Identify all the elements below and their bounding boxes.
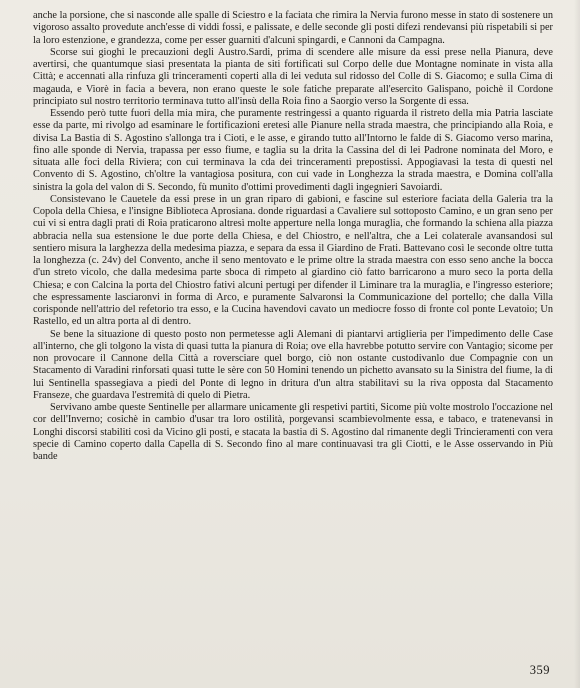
paragraph: Scorse sui gioghi le precauzioni degli Austro.Sardi, prima di scendere alle misure da essi prese nella Pianura, deve avertirsi, che quantumque siasi presentata la pianta de siti fortificati sul Corpo delle due Montagne nominate in vista alla Città; e accennati alla rinfuza gli trinceramenti coperti alla di lei veduta sul ridosso del Colle di S. Giacomo; e sulla Cima di magauda, e Viorè in facia a bevera, non erano queste le sole fatiche preparate all'esercito Galispano, poichè il Cordone principiato sul nostro territorio terminava tutto all'insù della Roia fino a Saorgio verso la Sorgente di essa. — [33, 46, 553, 107]
page-edge-shadow — [574, 0, 580, 688]
body-text — [33, 10, 553, 463]
paragraph: Essendo però tutte fuori della mia mira, che puramente restringessi a quanto riguarda il ristreto della mia Patria lasciate esse da parte, mi rivolgo ad esaminare le fortificazioni eretesi alle Pianure nella strada maestra, che principiando alla Roia, e divisa La Bastia di S. Agostino s'allonga tra i Cioti, e le asse, e girando tutto all'Intorno le falde di S. Giacomo verso marina, fino alle sponde di Nervia, trapassa per esso fiume, e taglia su la drita la Cassina del di lei Padrone nominata del Moro, e situata alle foci della Riviera; con cui terminava la cda dei trinceramenti prepostissi. Appogiavasi la testa di questi nel Convento di S. Agostino, ch'oltre la vantagiosa positura, con cui vade in Longhezza la strada maestra, e Domina coll'alla sinistra la gola del valon di S. Secondo, fù munito d'ottimi provedimenti dagli ingegnieri Savoiardi. — [33, 108, 553, 193]
paragraph: Consistevano le Cauetele da essi prese in un gran riparo di gabioni, e fascine sul esteriore faciata della Galeria tra la Copola della Chiesa, e l'insigne Biblioteca Aprosiana. donde riguardasi a Cavaliere sul sottoposto Camino, e un gran seno per cui vi si entra dagli prati di Roia praticarono altresì molte apperture nella longa muraglia, che formando la schiena alla piazza abbracia nella sua estensione le due porte della Chiesa, e del Chiostro, e nell'altra, che a Lei colaterale avansandosi sul sentiero misura la larghezza della medesima piazza, e separa da essa il Giardino de Frati. Battevano così le seconde oltre tutta la longhezza (c. 24v) del Convento, anche il seno mentovato e le prime oltre la strada maestra con esso seno anche la bocca d'un streto vicolo, che dalla medesima parte sboca di rimpeto al giardino ciò fatto barricarono a muro seco la porta della Chiesa; e con Calcina la porta del Chiostro fativi alcuni pertugi per difender il Liminare tra la muraglia, e l'ingresso esteriore; che espressamente lasciaronvi in forma di Arco, e puramente Salvaronsi la Communicazione del portello; che dalla Villa corisponde nell'attrio del refetorio tra esso, e la Cucina havendovi cavato un mediocre fosso di fronte col ponte Levatoio; Un Rastello, ed un altra porta al di dentro. — [33, 193, 553, 328]
paragraph: Servivano ambe queste Sentinelle per allarmare unicamente gli respetivi partiti, Sicome più volte mostrolo l'occazione nel cor dell'Inverno; cosichè in cambio d'usar tra loro ostilità, porgevansi scambievolmente essa, e tabaco, e tratenevansi in Longhi discorsi stabiliti così da Vicino gli posti, e stacata la bastia di S. Agostino dal rimanente degli Trincieramenti con vera specie di Camino coperto dalla Capella di S. Secondo fino al mare continuavasi tra gli Ciotti, e le Asse osservando in Più bande — [33, 402, 553, 462]
paragraph: Se bene la situazione di questo posto non permetesse agli Alemani di piantarvi artiglieria per l'impedimento delle Case all'interno, che gli tolgono la vista di quasi tutta la pianura di Roia; ove ella havrebbe potutto servire con Vantagio; sicome per non provocare il Cannone della Città a roversciare quel borgo, ciò non ostante custodivanlo due Compagnie con un Stacamento di Varadini rinforsati quasi tutte le sère con 50 Homini tenendo un pichetto avansato su la Sinistra del fiume, la di lui Sentinella spassegiava a piedi del Ponte di legno in dritura d'un altra stabilitavi su la riva opposta dal Stacamento Franseze, che guardava l'estremità di quelo di Pietra. — [33, 328, 553, 401]
page-number: 359 — [529, 663, 550, 677]
paragraph: anche la porsione, che si nasconde alle spalle di Sciestro e la faciata che rimira la Nervia furono messe in stato di sostenere un vigoroso assalto provedute anch'esse di viddi fossi, e palissate, e delle seconde gli posti difezi rendevansi più rispetabili si per la loro estenzione, e grandezza, come per esser guarniti d'alcuni spingardi, e Cannoni da Campagna. — [33, 10, 553, 46]
